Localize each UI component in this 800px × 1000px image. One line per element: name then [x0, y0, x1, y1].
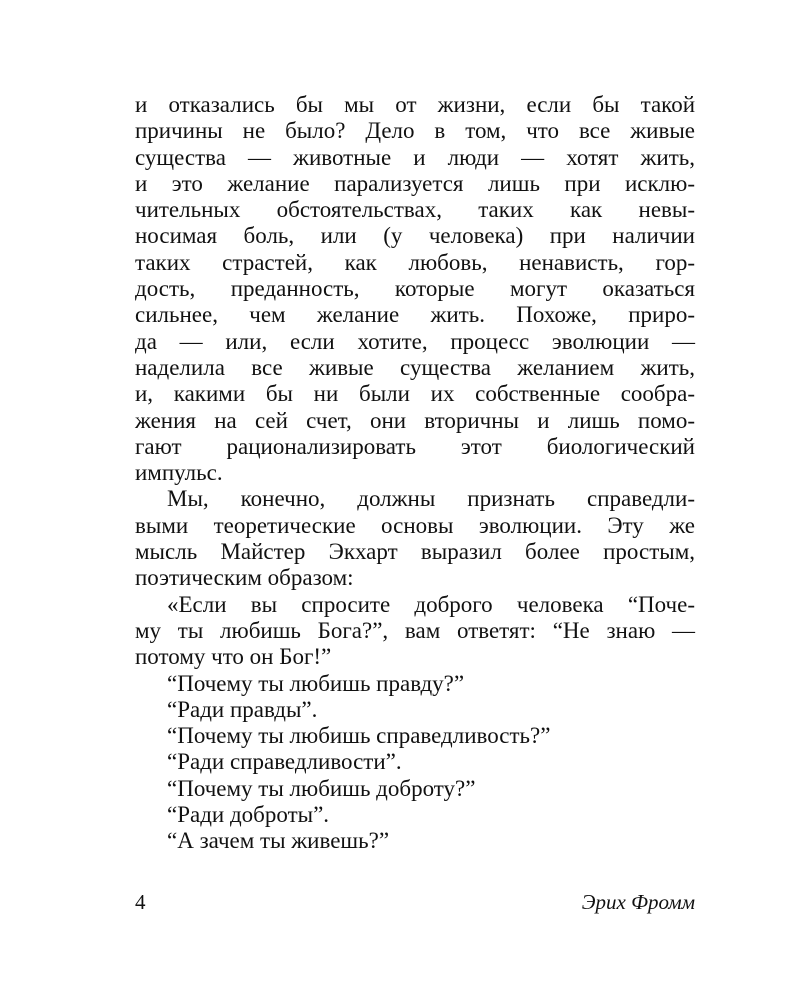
text-line: гают рационализировать этот биологический [135, 433, 695, 459]
text-line: Мы, конечно, должны признать справедли- [167, 486, 695, 512]
text-line: “Ради справедливости”. [167, 749, 402, 775]
text-line: “Почему ты любишь доброту?” [167, 775, 476, 801]
text-line: «Если вы спросите доброго человека “Поче- [167, 591, 695, 617]
text-line: импульс. [135, 460, 223, 486]
body-text [135, 92, 695, 855]
text-line: и, какими бы ни были их собственные сообра- [135, 381, 695, 407]
text-line: и это желание парализуется лишь при исклю- [135, 170, 695, 196]
page-number: 4 [135, 890, 146, 914]
text-line: дость, преданность, которые могут оказаться [135, 276, 695, 302]
text-line: “Ради правды”. [167, 696, 318, 722]
page-footer [135, 890, 695, 918]
text-line: “Почему ты любишь справедливость?” [167, 723, 551, 749]
text-line: и отказались бы мы от жизни, если бы такой [135, 92, 695, 117]
text-line: “Ради доброты”. [167, 802, 330, 828]
text-line: носимая боль, или (у человека) при наличии [135, 223, 695, 249]
text-line: жения на сей счет, они вторичны и лишь помо- [135, 407, 695, 433]
text-line: выми теоретические основы эволюции. Эту же [135, 512, 695, 538]
text-line: сильнее, чем желание жить. Похоже, приро- [135, 302, 695, 328]
text-line: наделила все живые существа желанием жить, [135, 354, 695, 380]
text-line: причины не было? Дело в том, что все живые [135, 118, 695, 144]
text-line: му ты любишь Бога?”, вам ответят: “Не знаю — [135, 617, 695, 643]
text-line: “Почему ты любишь правду?” [167, 670, 465, 696]
text-line: существа — животные и люди — хотят жить, [135, 144, 695, 170]
text-line: да — или, если хотите, процесс эволюции — [135, 328, 695, 354]
text-line: потому что он Бог!” [135, 644, 332, 670]
text-line: поэтическим образом: [135, 565, 354, 591]
text-line: таких страстей, как любовь, ненависть, гор- [135, 249, 695, 275]
text-line: чительных обстоятельствах, таких как невы- [135, 197, 695, 223]
text-line: мысль Майстер Экхарт выразил более простым, [135, 539, 695, 565]
text-line: “А зачем ты живешь?” [167, 828, 390, 854]
running-author: Эрих Фромм [581, 890, 695, 914]
